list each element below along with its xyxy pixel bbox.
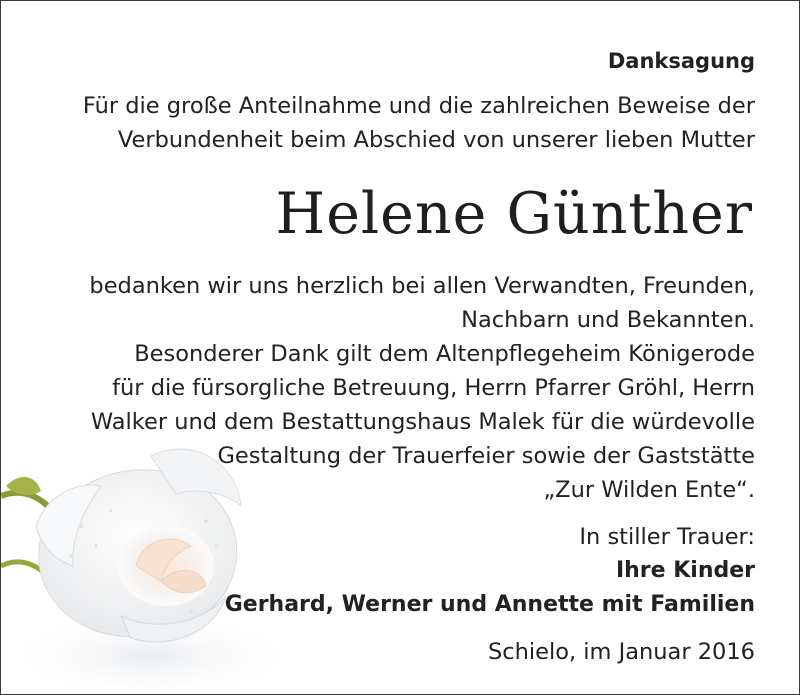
intro-line: Für die große Anteilnahme und die zahlreichen Beweise der	[82, 93, 755, 119]
intro-line: Verbundenheit beim Abschied von unserer lieben Mutter	[117, 127, 755, 153]
place-date: Schielo, im Januar 2016	[487, 639, 755, 665]
body-line: für die fürsorgliche Betreuung, Herrn Pfarrer Gröhl, Herrn	[112, 375, 755, 401]
thanks-text	[89, 269, 755, 507]
signature-line-1: Ihre Kinder	[615, 558, 755, 583]
body-line: Nachbarn und Bekannten.	[461, 307, 755, 333]
deceased-name: Helene Günther	[275, 181, 753, 247]
signature-intro: In stiller Trauer:	[579, 524, 755, 550]
signature-line-2: Gerhard, Werner und Annette mit Familien	[224, 592, 755, 617]
notice-heading: Danksagung	[607, 49, 755, 73]
body-line: Gestaltung der Trauerfeier sowie der Gaststätte	[217, 443, 755, 469]
body-line: „Zur Wilden Ente“.	[543, 477, 755, 503]
signature-names	[225, 554, 755, 622]
intro-text	[83, 89, 755, 157]
body-line: Besonderer Dank gilt dem Altenpflegeheim Königerode	[134, 341, 755, 367]
body-line: bedanken wir uns herzlich bei allen Verwandten, Freunden,	[89, 273, 755, 299]
body-line: Walker und dem Bestattungshaus Malek für die würdevolle	[90, 409, 755, 435]
